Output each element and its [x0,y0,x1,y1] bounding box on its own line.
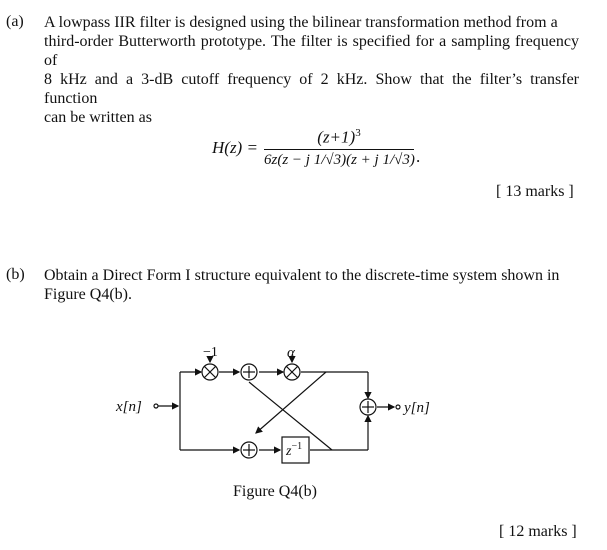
delay-label: $z^{-1}$ [286,441,303,459]
adder-output [360,399,376,415]
part-a-marks: [ 13 marks ] [496,183,574,200]
part-b-marks: [ 12 marks ] [499,523,577,540]
part-a-line-4: can be written as [44,109,152,126]
figure-caption: Figure Q4(b) [233,483,317,500]
gain-left-label: −1 [203,345,218,360]
equation-fraction [264,127,414,169]
equation-period: . [416,147,421,166]
adder-top [241,364,257,380]
part-b-label: (b) [6,266,25,283]
part-a-label: (a) [6,13,24,30]
part-a-line-1: A lowpass IIR filter is designed using the bilinear transformation method from a [44,14,558,31]
block-diagram [0,330,607,480]
gain-right-label: α [287,345,295,361]
output-label: y[n] [404,400,430,416]
part-a-line-2: third-order Butterworth prototype. The filter is specified for a sampling frequency of [44,33,579,69]
fraction-bar [264,149,414,150]
multiplier-alpha [284,364,300,380]
part-a-line-3: 8 kHz and a 3-dB cutoff frequency of 2 kHz. Show that the filter’s transfer function [44,71,579,107]
transfer-function-equation [212,127,432,182]
equation-denominator: 6z(z − j 1/√3)(z + j 1/√3) [264,152,415,168]
multiplier-minus-one [202,364,218,380]
part-b-line-1: Obtain a Direct Form I structure equivalent to the discrete-time system shown in [44,267,560,284]
input-label: x[n] [116,399,142,415]
equation-numerator: $(z+1)^3$ [317,127,361,147]
part-b-text [44,266,579,304]
part-b-line-2: Figure Q4(b). [44,286,132,303]
part-a-text [44,13,579,127]
adder-bottom [241,442,257,458]
equation-lhs: H(z) = [212,138,258,157]
